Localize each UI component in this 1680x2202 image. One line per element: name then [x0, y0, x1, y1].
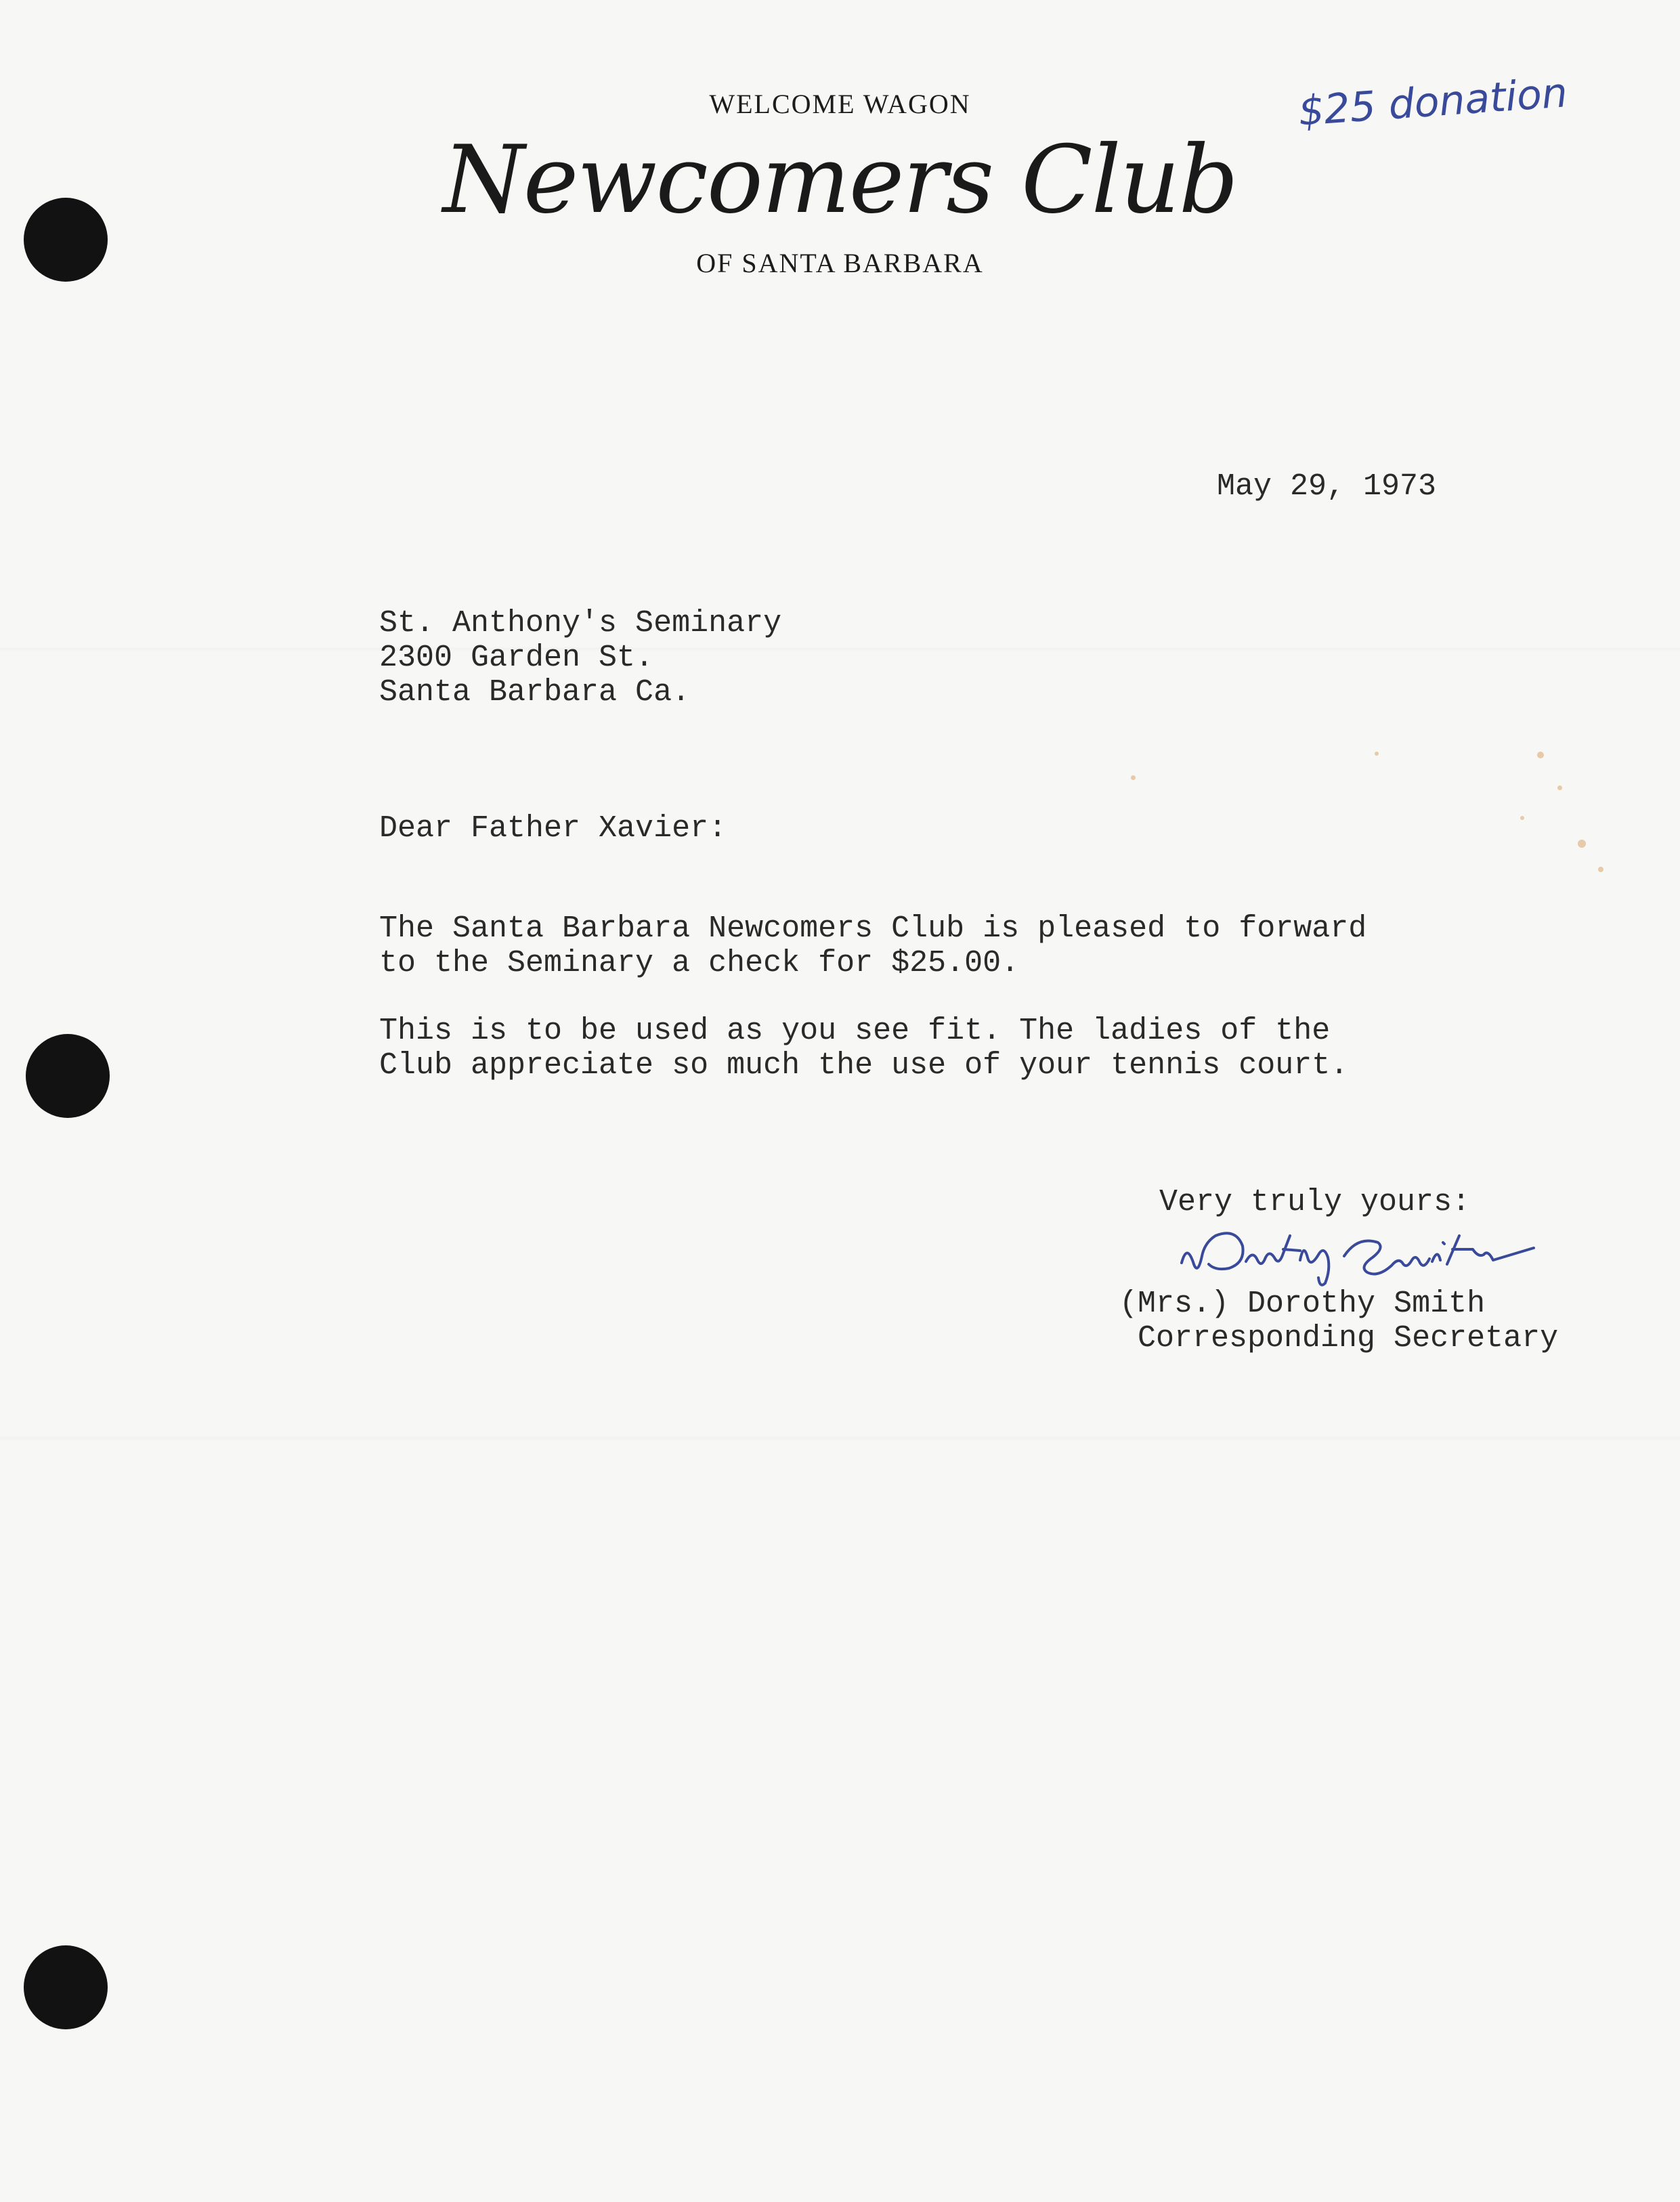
paper-stain [1537, 752, 1544, 758]
paper-stain [1578, 840, 1586, 848]
paper-stain [1375, 752, 1379, 756]
paper-stain [1520, 816, 1524, 820]
punch-hole-middle [26, 1034, 110, 1118]
handwritten-donation-note: $25 donation [1297, 69, 1570, 135]
body-paragraph-2-line-2: Club appreciate so much the use of your tennis court. [379, 1048, 1349, 1083]
body-paragraph-2-line-1: This is to be used as you see fit. The ladies of the [379, 1014, 1331, 1048]
handwritten-signature [1175, 1215, 1541, 1293]
paper-stain [1131, 775, 1136, 780]
salutation: Dear Father Xavier: [379, 811, 727, 846]
letterhead-welcome-wagon: WELCOME WAGON [709, 89, 971, 119]
recipient-street: 2300 Garden St. [379, 641, 654, 675]
letterhead-club-name: Newcomers Club [442, 125, 1238, 234]
paper-stain [1598, 867, 1603, 872]
closing: Very truly yours: [1159, 1185, 1471, 1219]
letterhead-location: OF SANTA BARBARA [696, 248, 984, 278]
signer-name: (Mrs.) Dorothy Smith [1119, 1287, 1486, 1321]
signer-title: Corresponding Secretary [1138, 1321, 1559, 1356]
punch-hole-bottom [24, 1945, 108, 2029]
letter-date: May 29, 1973 [1217, 469, 1437, 504]
paper-stain [1557, 785, 1562, 790]
recipient-name: St. Anthony's Seminary [379, 606, 782, 641]
body-paragraph-1-line-2: to the Seminary a check for $25.00. [379, 946, 1020, 980]
body-paragraph-1-line-1: The Santa Barbara Newcomers Club is pleased to forward [379, 911, 1367, 946]
recipient-city: Santa Barbara Ca. [379, 675, 691, 710]
